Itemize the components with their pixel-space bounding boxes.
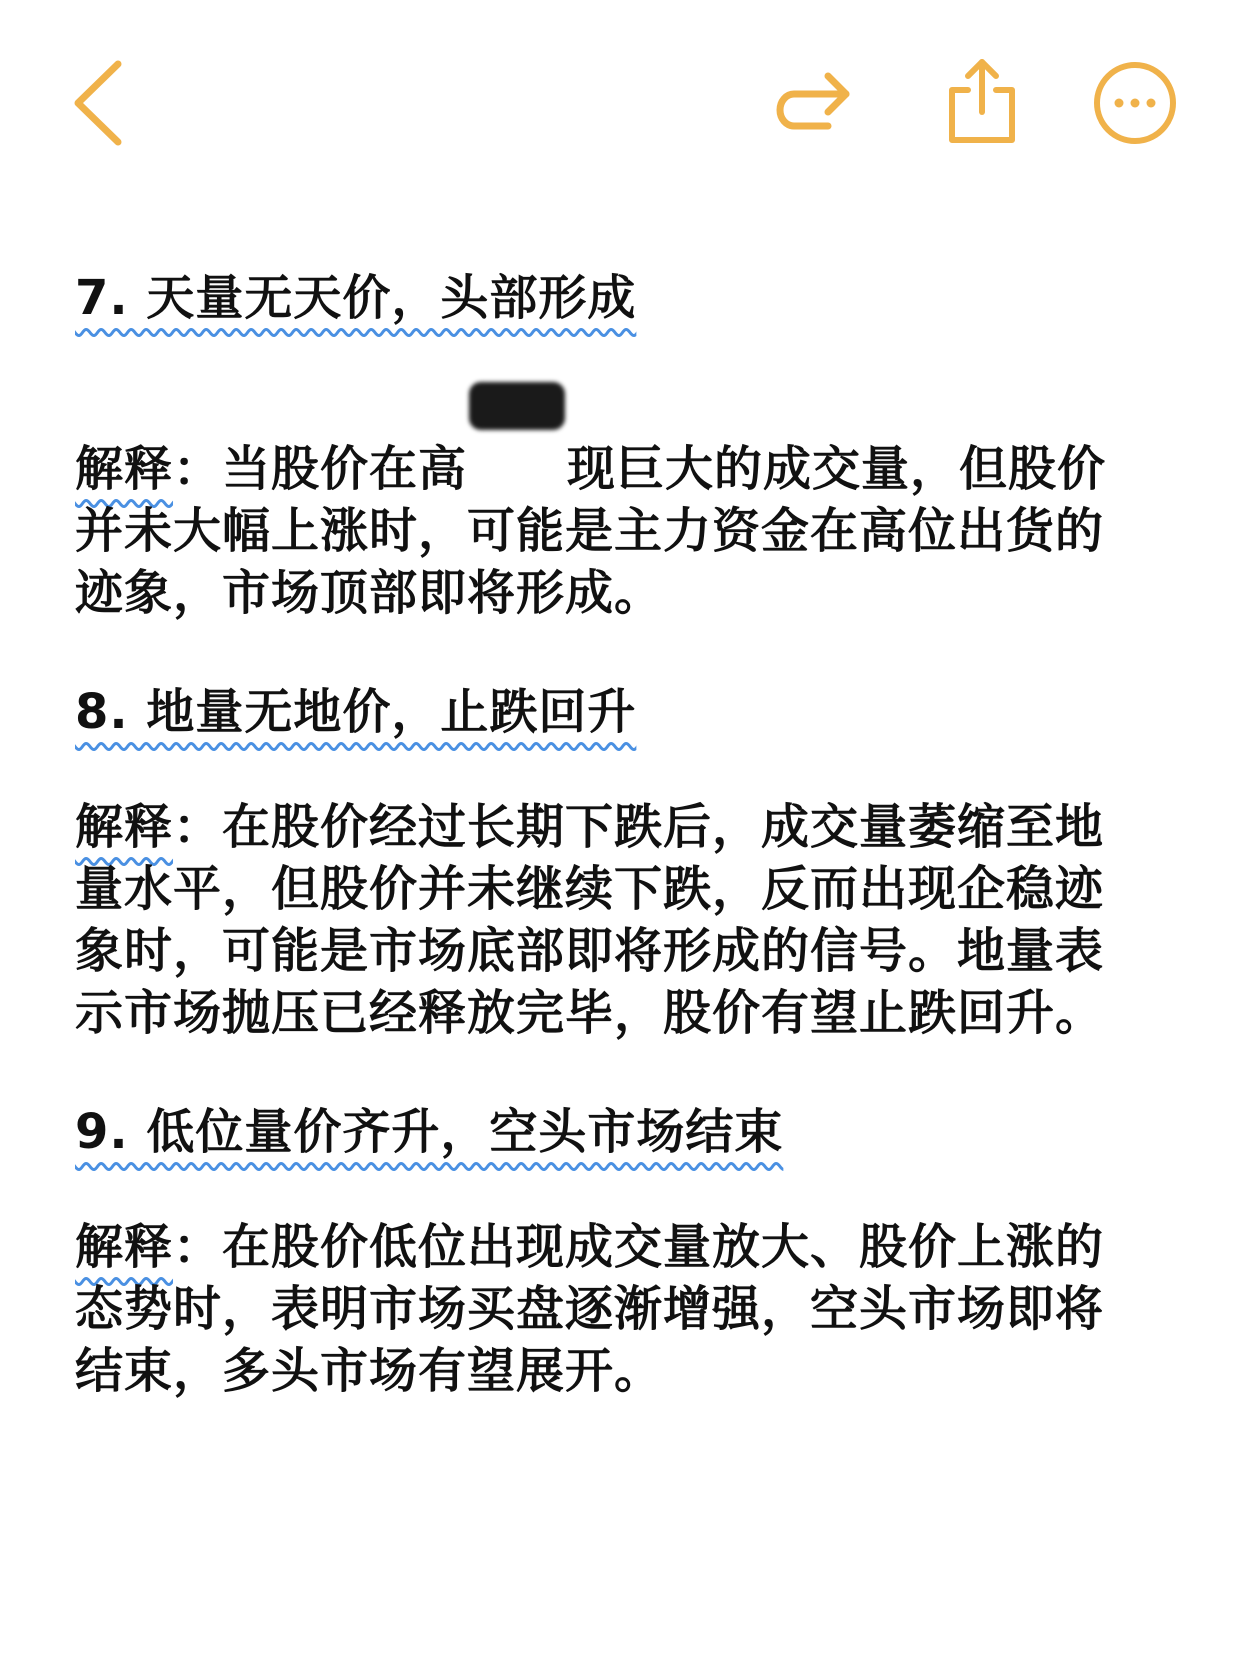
section-heading <box>75 1100 1145 1164</box>
section-heading <box>75 680 1145 744</box>
explanation-label: 解释 <box>75 441 174 497</box>
back-button[interactable] <box>66 58 136 148</box>
note-section-7 <box>75 266 1145 624</box>
redo-button[interactable] <box>776 66 856 142</box>
heading-text: 8. 地量无地价，止跌回升 <box>75 684 637 740</box>
paragraph-text: 在股价低位出现成交量放大、股价上涨的态势时，表明市场买盘逐渐增强，空头市场即将结束，多头市场有望展开。 <box>75 1219 1105 1399</box>
note-section-8 <box>75 680 1145 1044</box>
note-section-9 <box>75 1100 1145 1402</box>
label-colon: ： <box>173 799 223 855</box>
note-body[interactable] <box>75 266 1145 1402</box>
redacted-text <box>469 382 565 430</box>
paragraph-text: 现巨大的成交量，但股价并未大幅上涨时，可能是主力资金在高位出货的迹象，市场顶部即将形成。 <box>75 441 1107 621</box>
toolbar <box>0 0 1242 200</box>
heading-text: 7. 天量无天价，头部形成 <box>75 270 637 326</box>
more-button[interactable] <box>1092 60 1178 146</box>
section-paragraph <box>75 796 1145 1044</box>
paragraph-text: 当股价在高 <box>222 441 468 497</box>
explanation-label: 解释 <box>75 1219 174 1275</box>
label-colon: ： <box>173 441 223 497</box>
section-paragraph <box>75 1216 1145 1402</box>
share-button[interactable] <box>944 56 1020 146</box>
section-heading <box>75 266 1145 330</box>
heading-text: 9. 低位量价齐升，空头市场结束 <box>75 1104 784 1160</box>
chevron-left-icon <box>66 58 136 148</box>
redo-arrow-icon <box>776 66 856 142</box>
label-colon: ： <box>173 1219 223 1275</box>
section-paragraph <box>75 382 1145 624</box>
paragraph-text: 在股价经过长期下跌后，成交量萎缩至地量水平，但股价并未继续下跌，反而出现企稳迹象时，可能是市场底部即将形成的信号。地量表示市场抛压已经释放完毕，股价有望止跌回升。 <box>75 799 1105 1041</box>
explanation-label: 解释 <box>75 799 174 855</box>
share-icon <box>944 56 1020 146</box>
ellipsis-circle-icon <box>1092 60 1178 146</box>
